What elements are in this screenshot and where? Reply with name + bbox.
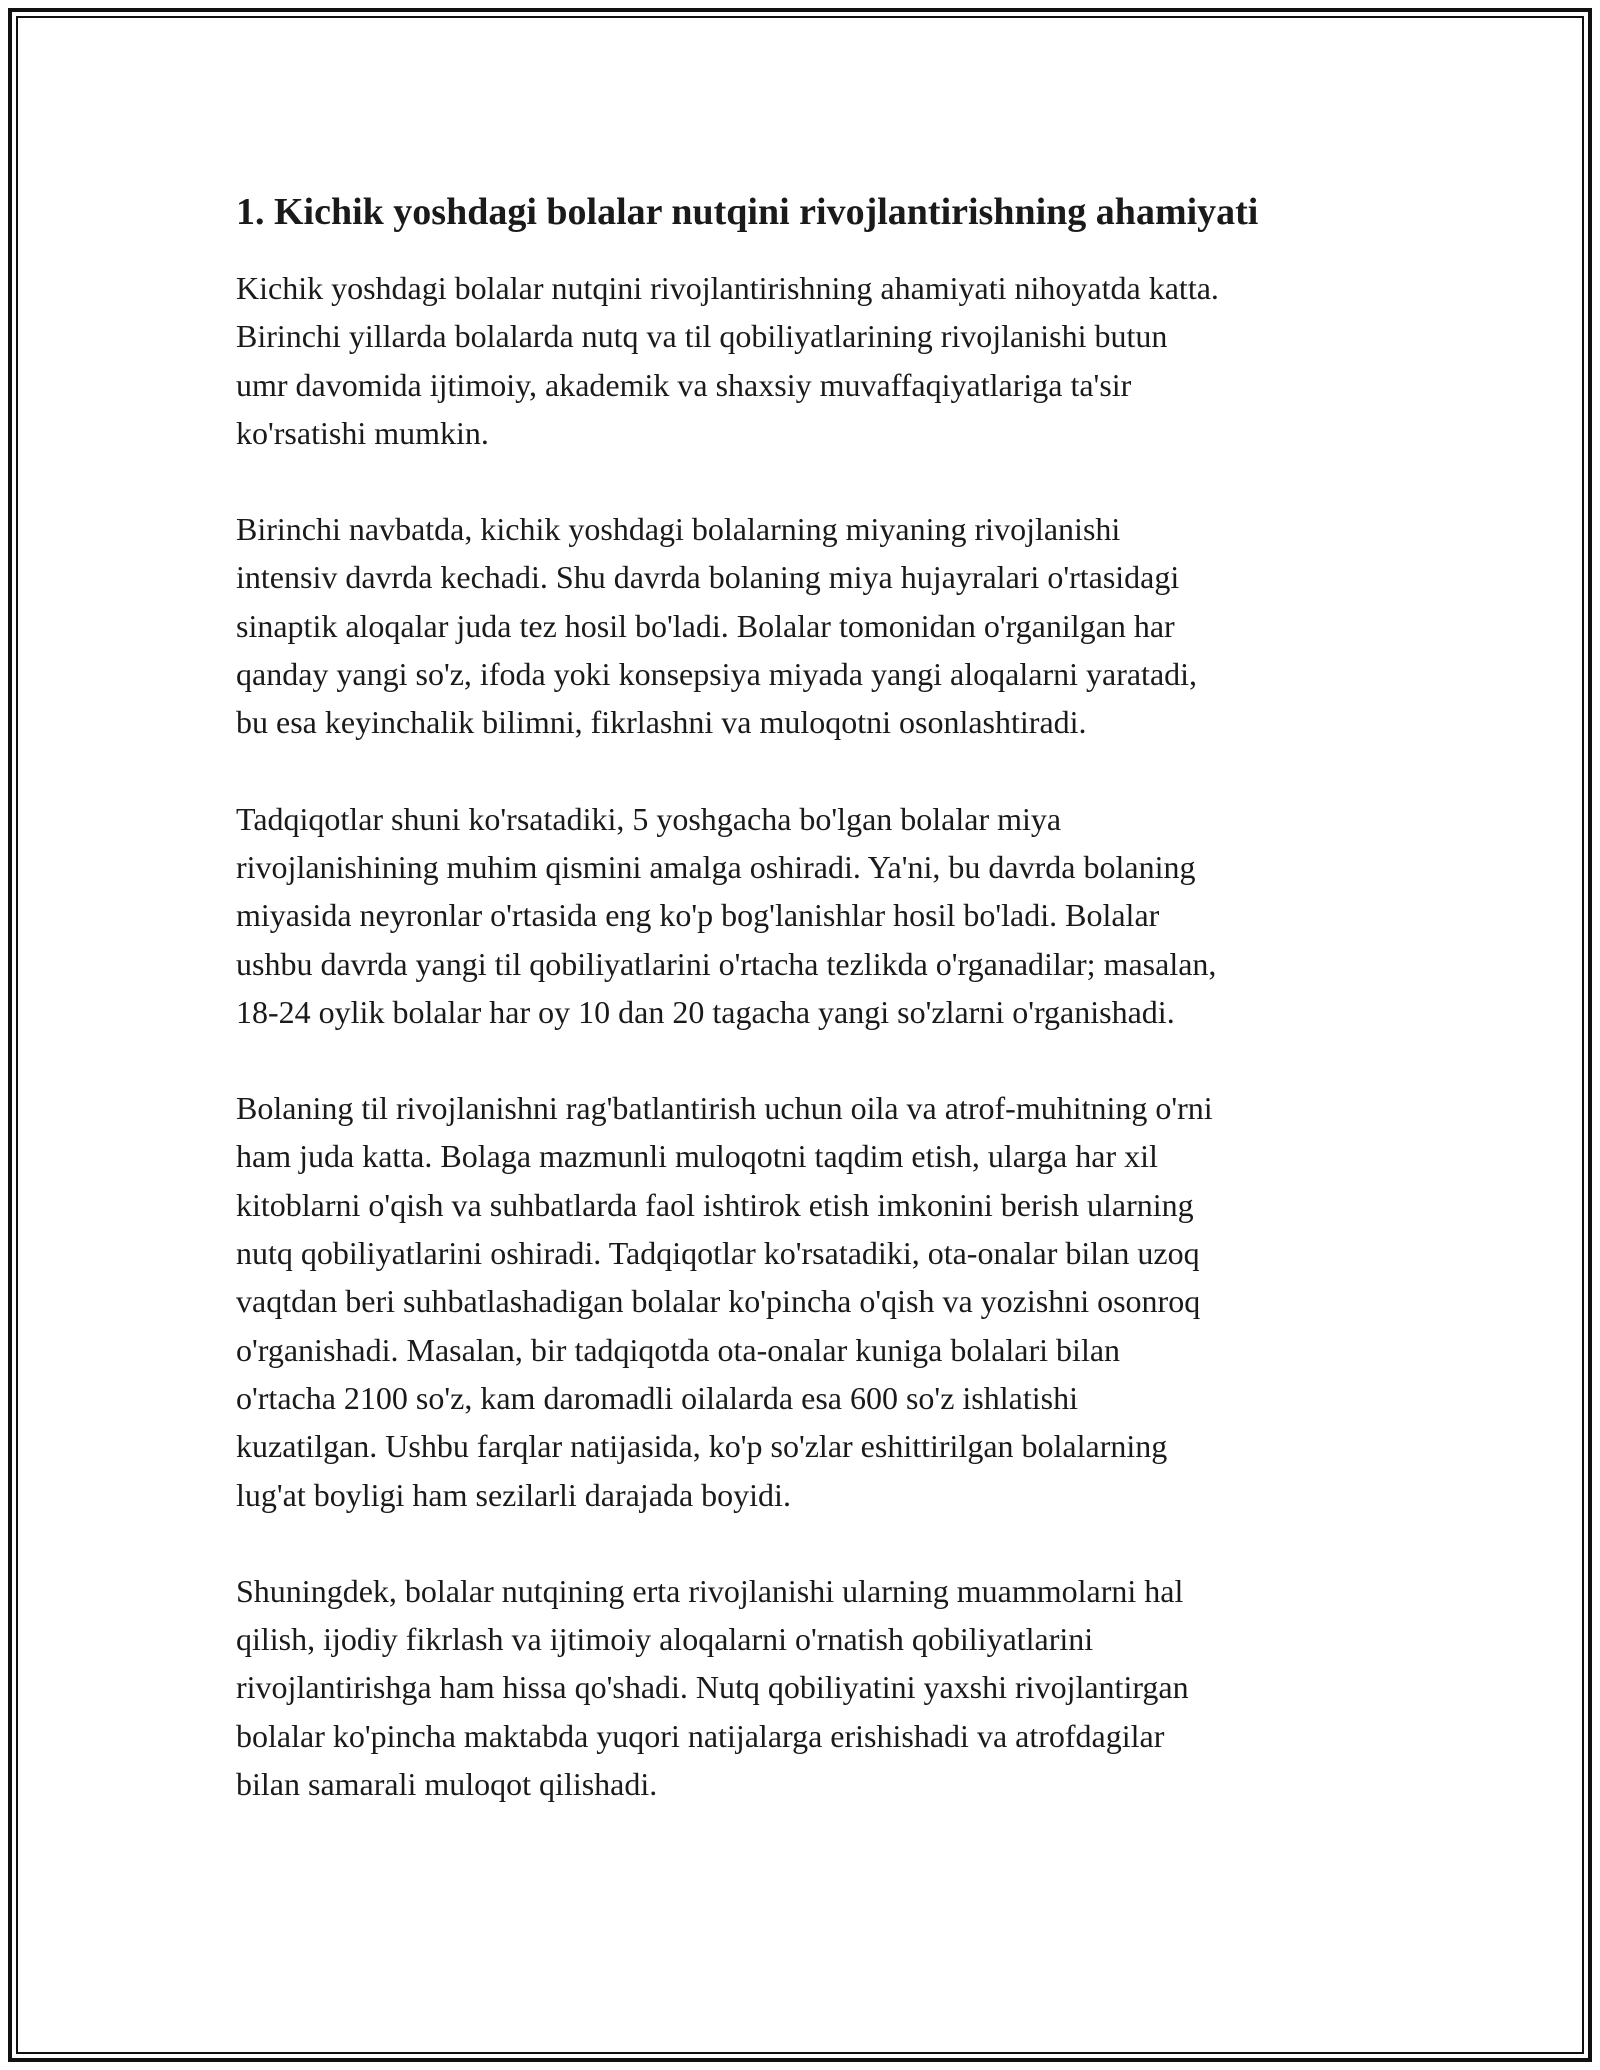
document-title: 1. Kichik yoshdagi bolalar nutqini rivojlantirishning ahamiyati bbox=[236, 191, 1259, 233]
paragraph bbox=[236, 264, 1416, 457]
text-line: Birinchi yillarda bolalarda nutq va til qobiliyatlarining rivojlanishi butun bbox=[236, 318, 1168, 355]
text-line: umr davomida ijtimoiy, akademik va shaxsiy muvaffaqiyatlariga ta'sir bbox=[236, 366, 1132, 403]
text-line: miyasida neyronlar o'rtasida eng ko'p bog'lanishlar hosil bo'ladi. Bolalar bbox=[236, 897, 1160, 934]
text-line: Shuningdek, bolalar nutqining erta rivojlanishi ularning muammolarni hal bbox=[236, 1572, 1184, 1609]
text-line: Bolaning til rivojlanishni rag'batlantirish uchun oila va atrof-muhitning o'rni bbox=[236, 1090, 1213, 1127]
paragraph bbox=[236, 1567, 1416, 1808]
text-line: qanday yangi so'z, ifoda yoki konsepsiya miyada yangi aloqalarni yaratadi, bbox=[236, 656, 1198, 693]
text-line: bilan samarali muloqot qilishadi. bbox=[236, 1766, 658, 1803]
text-line: intensiv davrda kechadi. Shu davrda bolaning miya hujayralari o'rtasidagi bbox=[236, 559, 1180, 596]
text-line: bu esa keyinchalik bilimni, fikrlashni va muloqotni osonlashtiradi. bbox=[236, 704, 1087, 741]
text-line: bolalar ko'pincha maktabda yuqori natijalarga erishishadi va atrofdagilar bbox=[236, 1717, 1165, 1754]
document-body bbox=[236, 186, 1416, 1856]
text-line: ham juda katta. Bolaga mazmunli muloqotni taqdim etish, ularga har xil bbox=[236, 1138, 1158, 1175]
text-line: rivojlantirishga ham hissa qo'shadi. Nutq qobiliyatini yaxshi rivojlantirgan bbox=[236, 1669, 1189, 1706]
text-line: o'rtacha 2100 so'z, kam daromadli oilalarda esa 600 so'z ishlatishi bbox=[236, 1379, 1078, 1416]
text-line: Birinchi navbatda, kichik yoshdagi bolalarning miyaning rivojlanishi bbox=[236, 511, 1121, 548]
text-line: kitoblarni o'qish va suhbatlarda faol ishtirok etish imkonini berish ularning bbox=[236, 1186, 1194, 1223]
text-line: Tadqiqotlar shuni ko'rsatadiki, 5 yoshgacha bo'lgan bolalar miya bbox=[236, 800, 1062, 837]
text-line: nutq qobiliyatlarini oshiradi. Tadqiqotlar ko'rsatadiki, ota-onalar bilan uzoq bbox=[236, 1235, 1200, 1272]
paragraph bbox=[236, 1084, 1416, 1519]
text-line: Kichik yoshdagi bolalar nutqini rivojlantirishning ahamiyati nihoyatda katta. bbox=[236, 270, 1219, 306]
text-line: ushbu davrda yangi til qobiliyatlarini o'rtacha tezlikda o'rganadilar; masalan, bbox=[236, 945, 1217, 982]
text-line: rivojlanishining muhim qismini amalga oshiradi. Ya'ni, bu davrda bolaning bbox=[236, 848, 1196, 885]
text-line: 18-24 oylik bolalar har oy 10 dan 20 tagacha yangi so'zlarni o'rganishadi. bbox=[236, 993, 1175, 1030]
text-line: sinaptik aloqalar juda tez hosil bo'ladi. Bolalar tomonidan o'rganilgan har bbox=[236, 607, 1175, 644]
paragraph bbox=[236, 795, 1416, 1036]
text-line: qilish, ijodiy fikrlash va ijtimoiy aloqalarni o'rnatish qobiliyatlarini bbox=[236, 1621, 1094, 1658]
text-line: lug'at boyligi ham sezilarli darajada boyidi. bbox=[236, 1476, 791, 1513]
text-line: vaqtdan beri suhbatlashadigan bolalar ko'pincha o'qish va yozishni osonroq bbox=[236, 1283, 1201, 1320]
text-line: o'rganishadi. Masalan, bir tadqiqotda ota-onalar kuniga bolalari bilan bbox=[236, 1331, 1121, 1368]
text-line: kuzatilgan. Ushbu farqlar natijasida, ko'p so'zlar eshittirilgan bolalarning bbox=[236, 1428, 1168, 1465]
text-line: ko'rsatishi mumkin. bbox=[236, 414, 489, 451]
paragraph bbox=[236, 505, 1416, 746]
